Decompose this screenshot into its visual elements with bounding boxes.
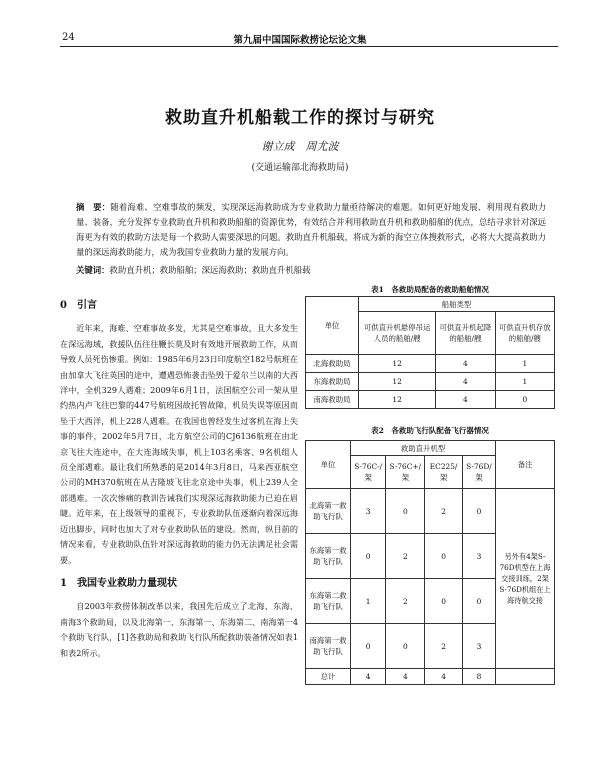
table1-header-cell: 可供直升机存放的船舶/艘 xyxy=(495,312,554,355)
table1-cell: 4 xyxy=(436,373,495,391)
keywords xyxy=(76,264,546,276)
table2-header-cell: S-76C-/架 xyxy=(351,456,386,489)
section-heading-introduction: 0 引言 xyxy=(60,300,97,311)
table2-cell: 2 xyxy=(425,624,463,669)
table1-group-header: 船舶类型 xyxy=(359,297,555,312)
table2-cell: 0 xyxy=(351,534,386,579)
introduction-paragraph: 近年来，海难、空难事故多发，尤其是空难事故，且大多发生在深远海域，救援队伍往往鞭长莫及时有效地开展救助工作，从而导致人员死伤惨重。例如：1985年6月23日印度航空182号航班在由加拿大飞往英国的途中，遭遇恐怖袭击坠毁于爱尔兰以南的大西洋中，全机329人遇难；2009年6月1日，法国航空公司一架从里约热内卢飞往巴黎的447号航班因故托管故障，机员失误等原因而坠于大西洋，机上228人遇难。在我国也曾经发生过客机在海上失事的事件，2002年5月7日，北方航空公司的CJ6136航班在由北京飞往大连途中，在大连海域失事，机上103名乘客、9名机组人员全部遇难。最让我们所熟悉的是2014年3月8日，马来西亚航空公司的MH370航班在从吉隆坡飞往北京途中失事，机上239人全部遇难。一次次惨痛的教训告诫我们实现深远海救助能力已迫在眉睫。近年来，在上级领导的重视下，专业救助队伍逐渐向着深远海迈出脚步，同时也加大了对专业救助队伍的建设。然而，纵目前的情况来看，专业救助队伍针对深远海救助的能力仍无法满足社会需要。 xyxy=(60,323,298,565)
paper-title: 救助直升机船载工作的探讨与研究 xyxy=(165,108,435,128)
table2-row-unit: 东海第一救助飞行队 xyxy=(306,534,351,579)
table1-row-unit: 东海救助局 xyxy=(306,373,359,391)
abstract-text: 随着海难、空难事故的频发，实现深远海救助成为专业救助力量亟待解决的难题。如何更好地发展、利用现有救助力量、装备，充分发挥专业救助直升机和救助船舶的资源优势，有效结合并利用救助直升机和救助船舶的优点，总结寻求针对深远海更为有效的救助方法是每一个救助人需要深思的问题。救助直升机船载，将成为新的海空立体搜救形式，必将大大提高救助力量的深远海救助能力，成为我国专业救助力量的发展方向。 xyxy=(76,202,547,257)
table2-cell: 0 xyxy=(386,624,425,669)
table1-header-cell: 可供直升机悬停吊运人员的船舶/艘 xyxy=(359,312,436,355)
table2-unit-header: 单位 xyxy=(306,441,351,489)
table1-row-unit: 南海救助局 xyxy=(306,391,359,409)
table1-cell: 12 xyxy=(359,373,436,391)
table2-caption: 表2 各救助飞行队配备飞行器情况 xyxy=(371,426,489,435)
table2-header-cell: S-76D/架 xyxy=(462,456,495,489)
table1-cell: 4 xyxy=(436,391,495,409)
table2-cell: 0 xyxy=(462,489,495,534)
table2-cell: 0 xyxy=(462,579,495,624)
abstract xyxy=(76,200,546,260)
table2-cell: 0 xyxy=(386,489,425,534)
table2-cell: 3 xyxy=(462,624,495,669)
table2-header-cell: EC225/架 xyxy=(425,456,463,489)
table2 xyxy=(305,440,555,685)
table2-cell: 1 xyxy=(351,579,386,624)
status-paragraph: 自2003年救捞体制改革以来，我国先后成立了北海、东海、南海3个救助局，以及北海第一、东海第一、东海第二、南海第一4个救助飞行队，[1]各救助局和救助飞行队所配救助装备情况如表1和表2所示。 xyxy=(60,601,298,658)
page-number: 24 xyxy=(62,32,75,43)
table1-unit-header: 单位 xyxy=(306,297,359,355)
table1-cell: 12 xyxy=(359,355,436,373)
table2-row-unit: 东海第二救助飞行队 xyxy=(306,579,351,624)
table2-cell: 2 xyxy=(386,534,425,579)
table2-total-label: 总计 xyxy=(306,669,351,685)
table2-cell: 0 xyxy=(425,579,463,624)
table1-row-unit: 北海救助局 xyxy=(306,355,359,373)
table2-total-note xyxy=(496,669,555,685)
running-header xyxy=(0,0,600,50)
table2-cell: 3 xyxy=(351,489,386,534)
table2-total-cell: 8 xyxy=(462,669,495,685)
keywords-text: 救助直升机；救助船舶；深远海救助；救助直升机船载 xyxy=(109,265,311,275)
keywords-label: 关键词： xyxy=(76,265,110,275)
paper-affiliation: (交通运输部北海救助局) xyxy=(251,163,349,173)
table2-cell: 0 xyxy=(351,624,386,669)
table2-row-unit: 北海第一救助飞行队 xyxy=(306,489,351,534)
table2-total-cell: 4 xyxy=(425,669,463,685)
header-rule xyxy=(60,46,558,47)
table2-cell: 0 xyxy=(425,534,463,579)
table1-cell: 0 xyxy=(495,391,554,409)
table2-group-header: 救助直升机型 xyxy=(351,441,496,456)
table2-cell: 2 xyxy=(425,489,463,534)
table2-header-cell: S-76C+/架 xyxy=(386,456,425,489)
abstract-label: 摘 要： xyxy=(76,202,111,212)
paper-authors: 谢立成 周尤波 xyxy=(261,140,339,153)
body-left-column xyxy=(60,298,298,664)
table2-note: 另外有4架S-76D机型在上海交接训练，2架S-76D机组在上海待航交接 xyxy=(496,489,555,669)
table1-caption: 表1 各救助局配备的救助船舶情况 xyxy=(371,285,489,294)
table1-cell: 4 xyxy=(436,355,495,373)
table2-cell: 2 xyxy=(386,579,425,624)
journal-title: 第九届中国国际救捞论坛论文集 xyxy=(233,35,367,46)
table1-cell: 1 xyxy=(495,373,554,391)
table1-cell: 12 xyxy=(359,391,436,409)
table2-total-cell: 4 xyxy=(386,669,425,685)
section-heading-status: 1 我国专业救助力量现状 xyxy=(60,577,177,589)
table2-row-unit: 南海第一救助飞行队 xyxy=(306,624,351,669)
table1-header-cell: 可供直升机起降的船舶/艘 xyxy=(436,312,495,355)
table2-cell: 3 xyxy=(462,534,495,579)
table2-total-cell: 4 xyxy=(351,669,386,685)
table1 xyxy=(305,296,555,409)
table2-note-header: 备注 xyxy=(496,441,555,489)
table1-cell: 1 xyxy=(495,355,554,373)
